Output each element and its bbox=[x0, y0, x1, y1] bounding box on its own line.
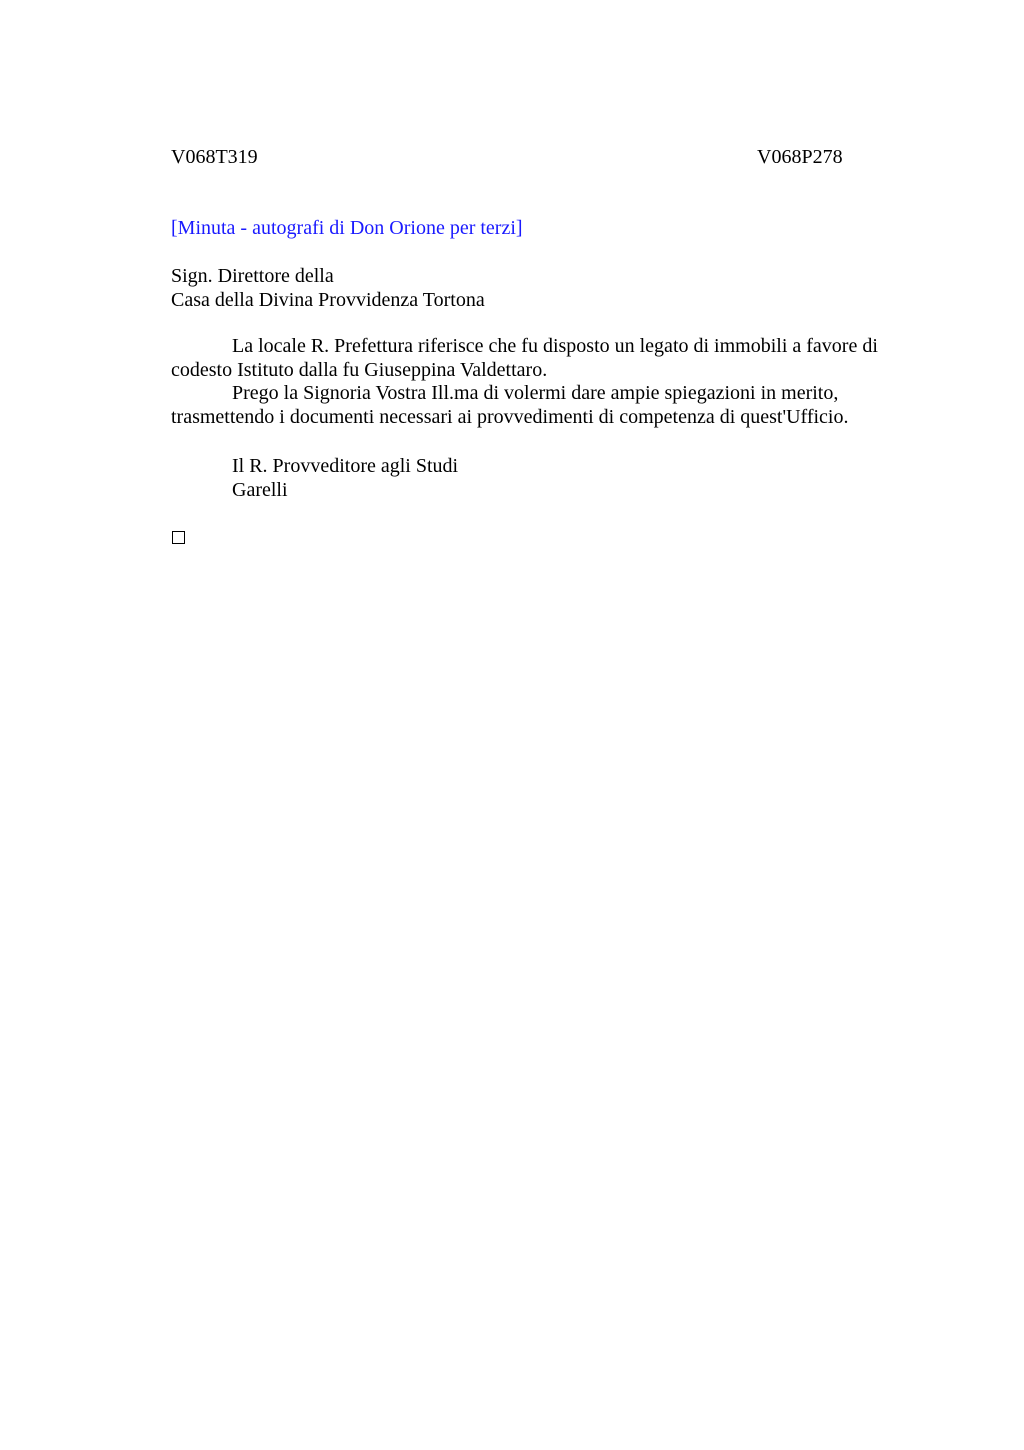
address-line-2: Casa della Divina Provvidenza Tortona bbox=[171, 289, 485, 311]
signature-title: Il R. Provveditore agli Studi bbox=[232, 455, 459, 477]
document-code-right: V068P278 bbox=[757, 146, 843, 168]
document-code-left: V068T319 bbox=[171, 146, 258, 168]
address-line-1: Sign. Direttore della bbox=[171, 265, 334, 287]
editorial-note: [Minuta - autografi di Don Orione per terzi] bbox=[171, 217, 523, 239]
signature-block bbox=[232, 454, 458, 502]
signature-name: Garelli bbox=[232, 479, 288, 501]
letter-body bbox=[171, 335, 906, 429]
square-box-icon bbox=[172, 531, 185, 544]
recipient-address bbox=[171, 264, 485, 312]
body-paragraph-1: La locale R. Prefettura riferisce che fu disposto un legato di immobili a favore di codesto Istituto dalla fu Giuseppina Valdettaro. bbox=[171, 335, 878, 381]
body-paragraph-2: Prego la Signoria Vostra Ill.ma di volermi dare ampie spiegazioni in merito, trasmettendo i documenti necessari ai provvedimenti di competenza di quest'Ufficio. bbox=[171, 382, 849, 428]
